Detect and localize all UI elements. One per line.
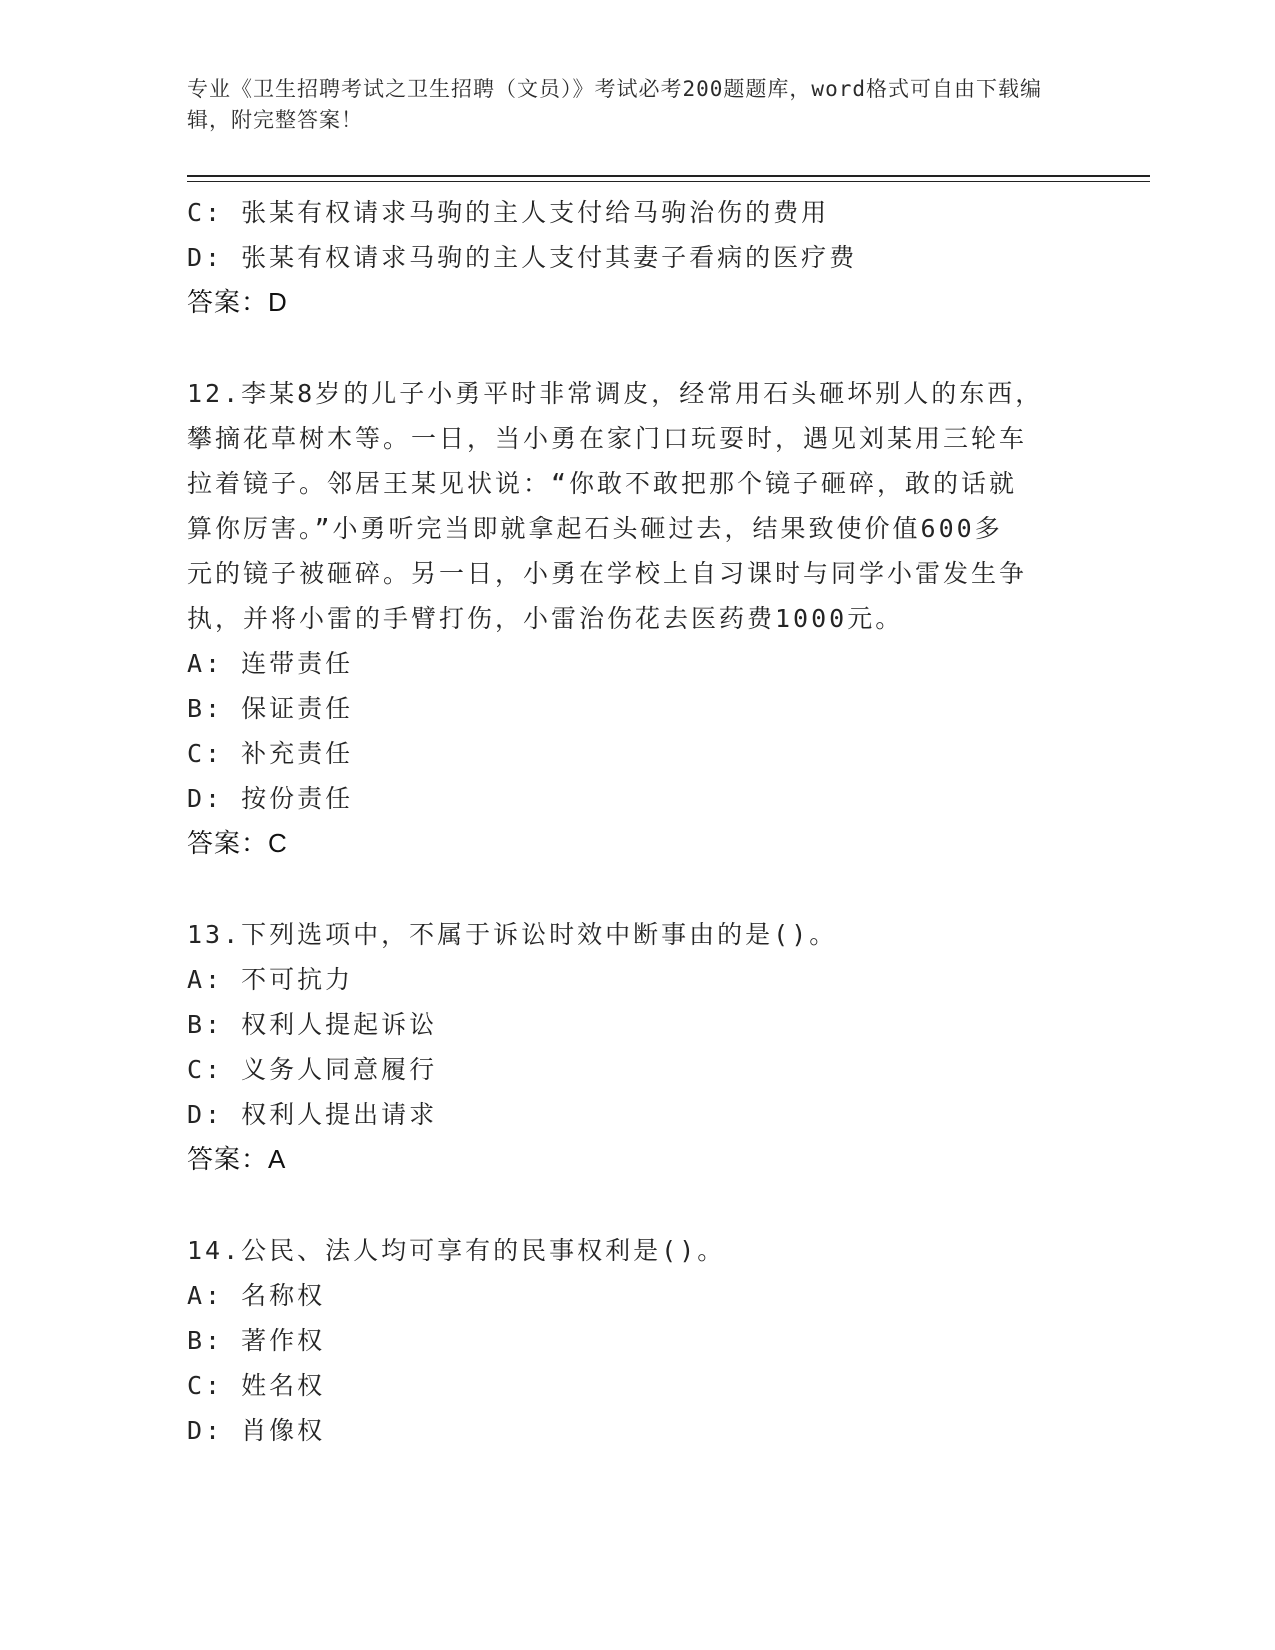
question-content (187, 190, 1067, 1499)
question-stem-line: 14.公民、法人均可享有的民事权利是()。 (187, 1236, 726, 1265)
document-header: 专业《卫生招聘考试之卫生招聘（文员）》考试必考200题题库，word格式可自由下载编辑，附完整答案！ (187, 77, 1042, 132)
question-stem-line: 13.下列选项中，不属于诉讼时效中断事由的是()。 (187, 920, 838, 949)
option-d: D: 张某有权请求马驹的主人支付其妻子看病的医疗费 (187, 243, 858, 272)
option-a: A: 名称权 (187, 1281, 326, 1310)
option-d: D: 肖像权 (187, 1416, 326, 1445)
option-d: D: 按份责任 (187, 784, 354, 813)
header-rule-thin (187, 181, 1150, 182)
question-stem-line: 12.李某8岁的儿子小勇平时非常调皮，经常用石头砸坏别人的东西， (187, 379, 1044, 408)
option-c: C: 补充责任 (187, 739, 354, 768)
question-14 (187, 1228, 1067, 1453)
question-stem-line: 拉着镜子。邻居王某见状说：“你敢不敢把那个镜子砸碎，敢的话就 (187, 469, 1018, 498)
option-c: C: 张某有权请求马驹的主人支付给马驹治伤的费用 (187, 198, 830, 227)
question-stem-line: 执，并将小雷的手臂打伤，小雷治伤花去医药费1000元。 (187, 604, 904, 633)
partial-question-11 (187, 190, 1067, 325)
option-a: A: 连带责任 (187, 649, 354, 678)
option-b: B: 保证责任 (187, 694, 354, 723)
answer-line: 答案：D (187, 287, 288, 317)
option-c: C: 义务人同意履行 (187, 1055, 438, 1084)
header-rule-thick (187, 175, 1150, 177)
option-a: A: 不可抗力 (187, 965, 354, 994)
question-stem-line: 攀摘花草树木等。一日，当小勇在家门口玩耍时，遇见刘某用三轮车 (187, 424, 1028, 453)
option-b: B: 权利人提起诉讼 (187, 1010, 438, 1039)
answer-line: 答案：C (187, 828, 288, 858)
question-12 (187, 371, 1067, 866)
option-d: D: 权利人提出请求 (187, 1100, 438, 1129)
question-stem-line: 算你厉害。”小勇听完当即就拿起石头砸过去，结果致使价值600多 (187, 514, 1003, 543)
option-b: B: 著作权 (187, 1326, 326, 1355)
option-c: C: 姓名权 (187, 1371, 326, 1400)
question-stem-line: 元的镜子被砸碎。另一日，小勇在学校上自习课时与同学小雷发生争 (187, 559, 1028, 588)
question-13 (187, 912, 1067, 1182)
answer-line: 答案：A (187, 1144, 287, 1174)
